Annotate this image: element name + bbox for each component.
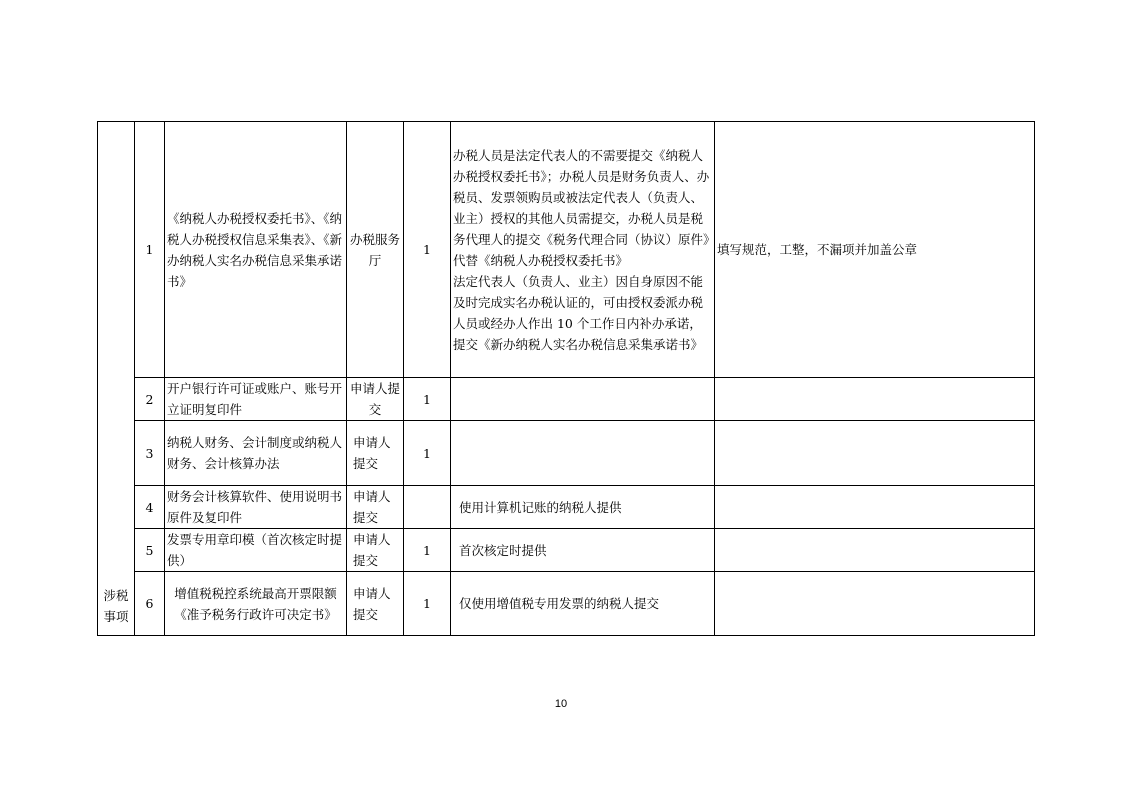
- material-name: 财务会计核算软件、使用说明书原件及复印件: [165, 486, 347, 529]
- requirement-cell: [715, 529, 1035, 572]
- requirement-cell: [715, 486, 1035, 529]
- table-row: [98, 486, 1035, 529]
- material-source: 申请人提交: [347, 572, 404, 636]
- copies-count: 1: [404, 122, 451, 378]
- note-paragraph: 办税人员是法定代表人的不需要提交《纳税人办税授权委托书》；办税人员是财务负责人、办税员、发票领购员或被法定代表人（负责人、业主）授权的其他人员需提交，办税人员是税务代理人的提交《税务代理合同（协议）原件》代替《纳税人办税授权委托书》: [453, 147, 710, 268]
- row-number: 4: [135, 486, 165, 529]
- material-note: [451, 122, 715, 378]
- material-source: 申请人提交: [347, 421, 404, 486]
- table-row: [98, 529, 1035, 572]
- requirement-cell: [715, 378, 1035, 421]
- materials-table: [97, 121, 1035, 636]
- row-number: 3: [135, 421, 165, 486]
- page-number: 10: [554, 698, 568, 710]
- table-row: [98, 378, 1035, 421]
- material-note: [451, 378, 715, 421]
- requirement-cell: [715, 572, 1035, 636]
- requirement-cell: [715, 421, 1035, 486]
- material-note: 仅使用增值税专用发票的纳税人提交: [451, 572, 715, 636]
- copies-count: 1: [404, 572, 451, 636]
- material-note: [451, 421, 715, 486]
- row-number: 5: [135, 529, 165, 572]
- table-row: [98, 572, 1035, 636]
- row-number: 1: [135, 122, 165, 378]
- material-name: 增值税税控系统最高开票限额《准予税务行政许可决定书》: [165, 572, 347, 636]
- copies-count: 1: [404, 421, 451, 486]
- table-row: [98, 421, 1035, 486]
- copies-count: 1: [404, 529, 451, 572]
- material-note: 首次核定时提供: [451, 529, 715, 572]
- material-name: 开户银行许可证或账户、账号开立证明复印件: [165, 378, 347, 421]
- note-paragraph: 法定代表人（负责人、业主）因自身原因不能及时完成实名办税认证的，可由授权委派办税人员或经办人作出 10 个工作日内补办承诺，提交《新办纳税人实名办税信息采集承诺书》: [453, 273, 704, 352]
- row-number: 6: [135, 572, 165, 636]
- material-source: 申请人提交: [347, 378, 404, 421]
- row-number: 2: [135, 378, 165, 421]
- material-name: 《纳税人办税授权委托书》、《纳税人办税授权信息采集表》、《新办纳税人实名办税信息采集承诺书》: [165, 122, 347, 378]
- copies-count: [404, 486, 451, 529]
- material-name: 纳税人财务、会计制度或纳税人财务、会计核算办法: [165, 421, 347, 486]
- material-name: 发票专用章印模（首次核定时提供）: [165, 529, 347, 572]
- copies-count: 1: [404, 378, 451, 421]
- requirement-cell: 填写规范，工整，不漏项并加盖公章: [715, 122, 1035, 378]
- category-cell: 涉税事项: [98, 122, 135, 636]
- material-source: 申请人提交: [347, 529, 404, 572]
- material-note: 使用计算机记账的纳税人提供: [451, 486, 715, 529]
- material-source: 申请人提交: [347, 486, 404, 529]
- table-row: [98, 122, 1035, 378]
- material-source: 办税服务厅: [347, 122, 404, 378]
